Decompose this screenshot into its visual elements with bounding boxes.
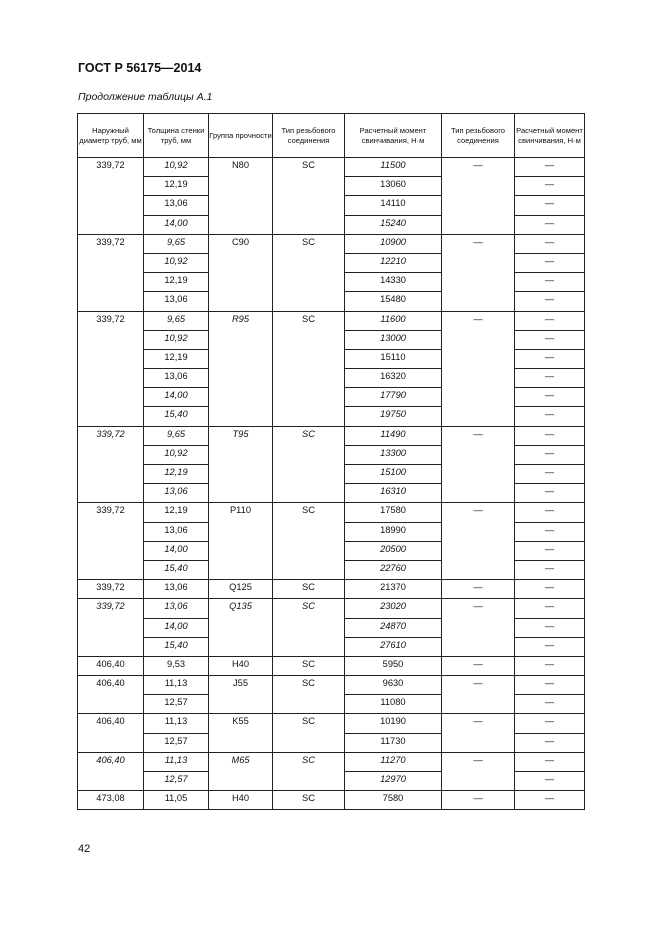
cell-wall-thickness: 14,00 [144, 215, 209, 234]
cell-makeup-torque-2: — [515, 752, 585, 771]
col-header-diameter: Наружный диаметр труб, мм [78, 114, 144, 158]
cell-wall-thickness: 9,65 [144, 426, 209, 445]
cell-thread-type: SC [273, 158, 345, 235]
cell-makeup-torque-2: — [515, 772, 585, 791]
cell-makeup-torque: 18990 [345, 522, 442, 541]
cell-wall-thickness: 9,65 [144, 311, 209, 330]
cell-makeup-torque-2: — [515, 311, 585, 330]
cell-thread-type-2: — [442, 158, 515, 235]
cell-thread-type-2: — [442, 656, 515, 675]
cell-makeup-torque: 12970 [345, 772, 442, 791]
cell-wall-thickness: 12,57 [144, 695, 209, 714]
cell-thread-type: SC [273, 234, 345, 311]
cell-makeup-torque: 14110 [345, 196, 442, 215]
cell-makeup-torque: 11600 [345, 311, 442, 330]
cell-thread-type: SC [273, 791, 345, 810]
cell-thread-type: SC [273, 426, 345, 503]
cell-wall-thickness: 12,57 [144, 733, 209, 752]
table-body [78, 158, 585, 810]
cell-wall-thickness: 14,00 [144, 618, 209, 637]
col-header-thread-type: Тип резьбового соединения [273, 114, 345, 158]
cell-makeup-torque: 23020 [345, 599, 442, 618]
cell-makeup-torque-2: — [515, 676, 585, 695]
cell-thread-type-2: — [442, 311, 515, 426]
cell-makeup-torque: 14330 [345, 273, 442, 292]
cell-makeup-torque-2: — [515, 426, 585, 445]
table-row [78, 752, 585, 771]
cell-thread-type-2: — [442, 426, 515, 503]
cell-thread-type: SC [273, 752, 345, 790]
cell-wall-thickness: 11,13 [144, 676, 209, 695]
cell-makeup-torque-2: — [515, 503, 585, 522]
cell-diameter: 339,72 [78, 580, 144, 599]
cell-wall-thickness: 12,19 [144, 503, 209, 522]
cell-makeup-torque: 16320 [345, 369, 442, 388]
table-row [78, 676, 585, 695]
cell-diameter: 339,72 [78, 599, 144, 657]
cell-makeup-torque-2: — [515, 484, 585, 503]
cell-thread-type: SC [273, 599, 345, 657]
cell-makeup-torque: 15240 [345, 215, 442, 234]
cell-makeup-torque: 7580 [345, 791, 442, 810]
col-header-makeup-torque: Расчетный момент свинчивания, Н·м [345, 114, 442, 158]
cell-makeup-torque-2: — [515, 292, 585, 311]
cell-makeup-torque: 11490 [345, 426, 442, 445]
cell-diameter: 406,40 [78, 752, 144, 790]
cell-makeup-torque-2: — [515, 196, 585, 215]
cell-makeup-torque-2: — [515, 733, 585, 752]
cell-makeup-torque: 17790 [345, 388, 442, 407]
cell-wall-thickness: 9,53 [144, 656, 209, 675]
cell-thread-type: SC [273, 676, 345, 714]
table-continuation-label: Продолжение таблицы А.1 [78, 91, 213, 103]
cell-makeup-torque: 24870 [345, 618, 442, 637]
cell-strength-group: T95 [209, 426, 273, 503]
cell-wall-thickness: 12,57 [144, 772, 209, 791]
cell-wall-thickness: 12,19 [144, 465, 209, 484]
table-row [78, 234, 585, 253]
cell-makeup-torque: 5950 [345, 656, 442, 675]
table-row [78, 714, 585, 733]
cell-makeup-torque-2: — [515, 465, 585, 484]
cell-makeup-torque: 13300 [345, 445, 442, 464]
table-row [78, 656, 585, 675]
cell-wall-thickness: 9,65 [144, 234, 209, 253]
table-row [78, 580, 585, 599]
col-header-makeup-torque-2: Расчетный момент свинчивания, Н·м [515, 114, 585, 158]
cell-wall-thickness: 13,06 [144, 369, 209, 388]
cell-wall-thickness: 13,06 [144, 196, 209, 215]
cell-diameter: 406,40 [78, 714, 144, 752]
cell-makeup-torque-2: — [515, 541, 585, 560]
cell-wall-thickness: 14,00 [144, 388, 209, 407]
cell-makeup-torque: 11500 [345, 158, 442, 177]
cell-wall-thickness: 15,40 [144, 407, 209, 426]
cell-makeup-torque: 13060 [345, 177, 442, 196]
cell-wall-thickness: 13,06 [144, 292, 209, 311]
cell-diameter: 339,72 [78, 311, 144, 426]
cell-wall-thickness: 13,06 [144, 522, 209, 541]
table-row [78, 311, 585, 330]
cell-strength-group: Q125 [209, 580, 273, 599]
cell-makeup-torque-2: — [515, 388, 585, 407]
cell-makeup-torque: 12210 [345, 253, 442, 272]
cell-makeup-torque-2: — [515, 695, 585, 714]
cell-thread-type-2: — [442, 234, 515, 311]
cell-wall-thickness: 15,40 [144, 637, 209, 656]
cell-wall-thickness: 12,19 [144, 273, 209, 292]
col-header-thread-type-2: Тип резьбового соединения [442, 114, 515, 158]
cell-makeup-torque-2: — [515, 522, 585, 541]
cell-makeup-torque-2: — [515, 637, 585, 656]
cell-strength-group: H40 [209, 791, 273, 810]
cell-makeup-torque-2: — [515, 656, 585, 675]
cell-makeup-torque-2: — [515, 714, 585, 733]
cell-makeup-torque: 21370 [345, 580, 442, 599]
col-header-wall-thickness: Толщина стенки труб, мм [144, 114, 209, 158]
cell-makeup-torque-2: — [515, 177, 585, 196]
cell-thread-type-2: — [442, 676, 515, 714]
cell-makeup-torque-2: — [515, 369, 585, 388]
cell-makeup-torque: 17580 [345, 503, 442, 522]
cell-thread-type: SC [273, 714, 345, 752]
cell-diameter: 339,72 [78, 234, 144, 311]
cell-thread-type-2: — [442, 503, 515, 580]
cell-wall-thickness: 10,92 [144, 445, 209, 464]
cell-makeup-torque: 9630 [345, 676, 442, 695]
cell-strength-group: J55 [209, 676, 273, 714]
cell-makeup-torque-2: — [515, 599, 585, 618]
table-header [78, 114, 585, 158]
cell-thread-type-2: — [442, 599, 515, 657]
cell-thread-type: SC [273, 311, 345, 426]
cell-makeup-torque-2: — [515, 234, 585, 253]
cell-makeup-torque: 11730 [345, 733, 442, 752]
cell-makeup-torque-2: — [515, 158, 585, 177]
cell-strength-group: Q135 [209, 599, 273, 657]
cell-makeup-torque: 15110 [345, 349, 442, 368]
table-row [78, 503, 585, 522]
cell-strength-group: R95 [209, 311, 273, 426]
cell-makeup-torque: 22760 [345, 560, 442, 579]
cell-diameter: 406,40 [78, 656, 144, 675]
cell-makeup-torque-2: — [515, 560, 585, 579]
cell-makeup-torque: 20500 [345, 541, 442, 560]
cell-thread-type: SC [273, 656, 345, 675]
cell-makeup-torque: 11270 [345, 752, 442, 771]
cell-wall-thickness: 10,92 [144, 330, 209, 349]
cell-wall-thickness: 13,06 [144, 599, 209, 618]
cell-wall-thickness: 13,06 [144, 484, 209, 503]
cell-makeup-torque-2: — [515, 445, 585, 464]
cell-diameter: 339,72 [78, 426, 144, 503]
cell-makeup-torque-2: — [515, 618, 585, 637]
cell-thread-type-2: — [442, 580, 515, 599]
cell-makeup-torque: 16310 [345, 484, 442, 503]
cell-diameter: 339,72 [78, 158, 144, 235]
cell-makeup-torque: 19750 [345, 407, 442, 426]
document-title: ГОСТ Р 56175—2014 [78, 61, 202, 75]
cell-makeup-torque-2: — [515, 407, 585, 426]
cell-wall-thickness: 12,19 [144, 177, 209, 196]
cell-thread-type-2: — [442, 752, 515, 790]
page-number: 42 [78, 843, 91, 855]
cell-wall-thickness: 11,13 [144, 752, 209, 771]
cell-wall-thickness: 14,00 [144, 541, 209, 560]
pipe-torque-table [77, 113, 585, 810]
table-row [78, 599, 585, 618]
cell-strength-group: M65 [209, 752, 273, 790]
col-header-strength-group: Группа прочности [209, 114, 273, 158]
cell-wall-thickness: 12,19 [144, 349, 209, 368]
cell-thread-type-2: — [442, 791, 515, 810]
cell-makeup-torque-2: — [515, 330, 585, 349]
cell-makeup-torque-2: — [515, 273, 585, 292]
cell-diameter: 339,72 [78, 503, 144, 580]
cell-strength-group: P110 [209, 503, 273, 580]
cell-strength-group: K55 [209, 714, 273, 752]
cell-makeup-torque-2: — [515, 215, 585, 234]
cell-wall-thickness: 11,05 [144, 791, 209, 810]
table-row [78, 791, 585, 810]
cell-wall-thickness: 10,92 [144, 253, 209, 272]
cell-makeup-torque-2: — [515, 253, 585, 272]
cell-strength-group: H40 [209, 656, 273, 675]
cell-wall-thickness: 11,13 [144, 714, 209, 733]
cell-thread-type-2: — [442, 714, 515, 752]
table-row [78, 426, 585, 445]
cell-makeup-torque: 13000 [345, 330, 442, 349]
cell-wall-thickness: 13,06 [144, 580, 209, 599]
cell-strength-group: N80 [209, 158, 273, 235]
cell-makeup-torque: 10900 [345, 234, 442, 253]
cell-makeup-torque-2: — [515, 580, 585, 599]
cell-makeup-torque: 15100 [345, 465, 442, 484]
cell-makeup-torque-2: — [515, 349, 585, 368]
cell-thread-type: SC [273, 580, 345, 599]
cell-makeup-torque: 15480 [345, 292, 442, 311]
table-row [78, 158, 585, 177]
cell-diameter: 473,08 [78, 791, 144, 810]
cell-thread-type: SC [273, 503, 345, 580]
cell-makeup-torque: 27610 [345, 637, 442, 656]
cell-makeup-torque: 11080 [345, 695, 442, 714]
cell-makeup-torque-2: — [515, 791, 585, 810]
cell-diameter: 406,40 [78, 676, 144, 714]
cell-wall-thickness: 15,40 [144, 560, 209, 579]
cell-strength-group: C90 [209, 234, 273, 311]
cell-wall-thickness: 10,92 [144, 158, 209, 177]
cell-makeup-torque: 10190 [345, 714, 442, 733]
